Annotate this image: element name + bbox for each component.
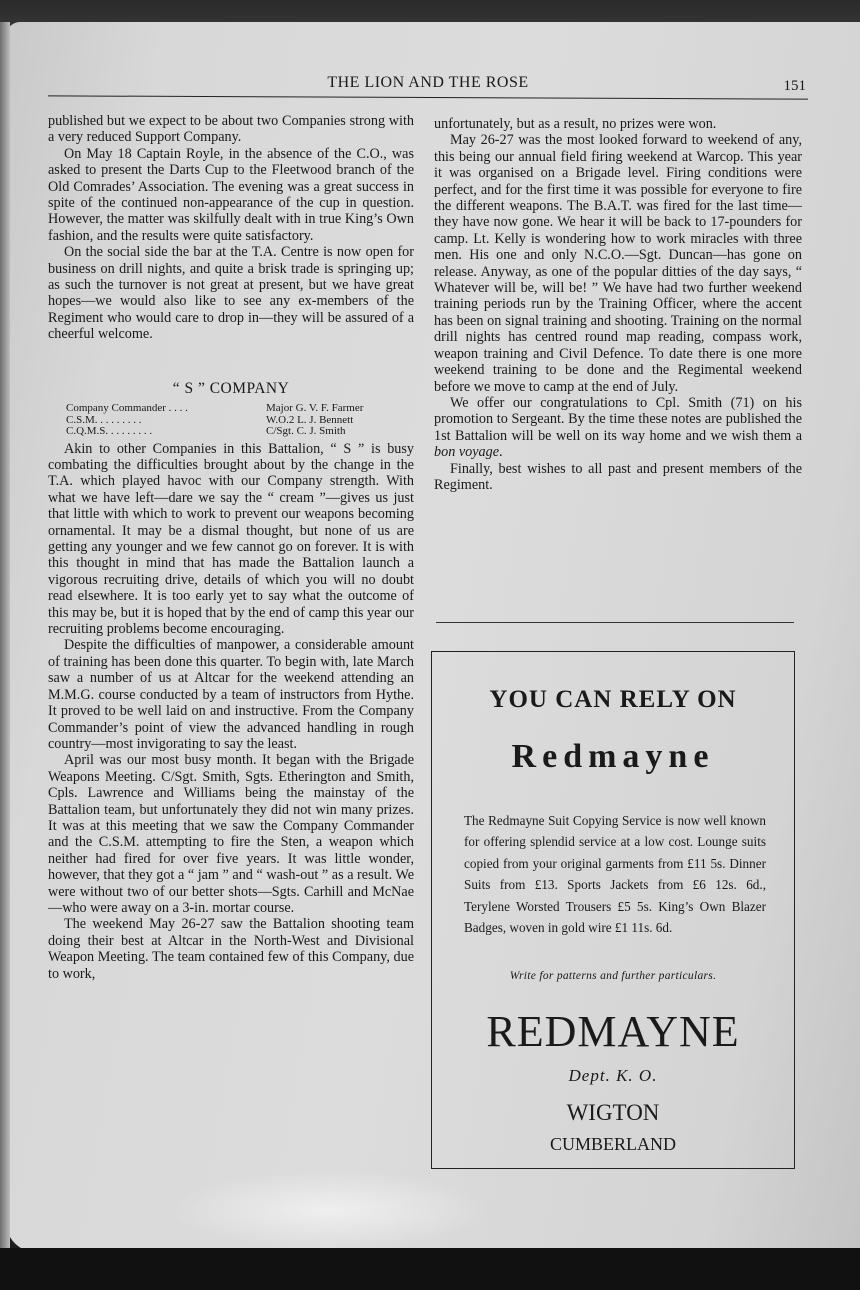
- ad-county: CUMBERLAND: [549, 1134, 676, 1154]
- ad-call-to-action: Write for patterns and further particulars.: [509, 970, 717, 982]
- paragraph: Despite the difficulties of manpower, a considerable amount of training has been done this quarter. To begin with, late March saw a number of us at Altcar for the weekend attending an M.M.G. course conducted by a team of instructors from Hythe. It proved to be well laid on and instructive. From the Company Commander’s point of view the advanced handling in rough country—most invigorating to say the least.: [48, 637, 414, 752]
- ad-body: The Redmayne Suit Copying Service is now well known for offering splendid service at a low cost. Lounge suits copied from your original garments from £11 5s. Dinner Suits from £13. Sports Jackets from £6 12s. 6d., Terylene Worsted Trousers £5 5s. King’s Own Blazer Badges, woven in gold wire £1 11s. 6d.: [464, 813, 766, 936]
- paragraph-text: We offer our congratulations to Cpl. Smith (71) on his promotion to Sergeant. By the time these notes are published the 1st Battalion will be well on its way home and we wish them a: [434, 394, 802, 444]
- page-number: 151: [783, 78, 806, 94]
- running-header: [48, 74, 808, 96]
- roster-name: Major G. V. F. Farmer: [266, 402, 364, 415]
- section-divider: [436, 622, 794, 623]
- roster-role: C.S.M. . . . . . . . .: [66, 413, 142, 426]
- roster-role: Company Commander . . . .: [66, 402, 188, 415]
- italic-phrase: bon voyage: [434, 444, 500, 461]
- paragraph: On May 18 Captain Royle, in the absence of the C.O., was asked to present the Darts Cup to the Fleetwood branch of the Old Comrades’ Association. The evening was a great success in spite of the continued non-appearance of the cup in question. However, the matter was skilfully dealt with in true King’s Own fashion, and the results were quite satisfactory.: [48, 145, 414, 244]
- paragraph: The weekend May 26-27 saw the Battalion shooting team doing their best at Altcar in the North-West and Divisional Weapon Meeting. The team contained few of this Company, due to work,: [48, 916, 414, 982]
- paragraph: [434, 395, 802, 461]
- roster-name: C/Sgt. C. J. Smith: [266, 425, 346, 438]
- ad-department: Dept. K. O.: [568, 1066, 658, 1085]
- section-heading: “ S ” COMPANY: [172, 379, 290, 397]
- roster-role: C.Q.M.S. . . . . . . . .: [66, 425, 153, 438]
- ad-town: WIGTON: [566, 1100, 660, 1125]
- paragraph: unfortunately, but as a result, no prizes were won.: [434, 116, 717, 132]
- redmayne-advertisement: [431, 651, 795, 1169]
- paragraph: Akin to other Companies in this Battalion, “ S ” is busy combating the difficulties brought about by the change in the T.A. which played havoc with our Company strength. With what we have left—dare we say the “ cream ”—gives us just that little with which to work to prevent our weapons becoming ornamental. It may be a dismal thought, but none of us are getting any younger and we few cannot go on forever. It is with this thought in mind that has made the Battalion launch a vigorous recruiting drive, details of which you will no doubt read elsewhere. It is too early yet to say what the outcome of this may be, but it is hoped that by the end of camp this year our recruiting problems become encouraging.: [48, 440, 414, 638]
- left-column: [48, 113, 414, 982]
- paragraph-text: .: [499, 444, 503, 461]
- paragraph: Finally, best wishes to all past and present members of the Regiment.: [434, 460, 802, 493]
- paragraph: April was our most busy month. It began with the Brigade Weapons Meeting. C/Sgt. Smith, Sgts. Etherington and Smith, Cpls. Lawrence and Williams being the mainstay of the Battalion team, but unfortunately they did not win many prizes. It was at this meeting that we saw the Company Commander and the C.S.M. attempting to fire the Sten, a weapon which neither had fired for over five years. It was little wonder, however, that they got a “ jam ” and “ wash-out ” as a result. We were without two of our better shots—Sgts. Carhill and McNae—who were away on a 3-in. mortar course.: [48, 752, 414, 916]
- page-binding-edge: [0, 22, 10, 1252]
- photo-glare: [170, 1170, 490, 1250]
- paragraph: published but we expect to be about two Companies strong with a very reduced Support Company.: [48, 113, 414, 146]
- running-title: THE LION AND THE ROSE: [327, 74, 529, 91]
- roster-row: [66, 403, 414, 415]
- paragraph: May 26-27 was the most looked forward to weekend of any, this being our annual field firing weekend at Warcop. This year it was organised on a Brigade level. Firing conditions were perfect, and for the first time it was possible for everyone to fire the different weapons. The B.A.T. was fired for the last time—they have now gone. We hear it will be back to 17-pounders for camp. Lt. Kelly is wondering how to work miracles with three men. His one and only N.C.O.—Sgt. Duncan—has gone on release. Anyway, as one of the popular ditties of the day says, “ Whatever will be, will be! ” We have had two further weekend training periods run by the Training Officer, where the accent has been on signal training and shooting. Training on the normal drill nights has centred round map reading, compass work, weapon training and Civil Defence. To date there is one more weekend training to be done and the Regimental weekend before we move to camp at the end of July.: [434, 132, 802, 395]
- roster-row: [66, 426, 414, 438]
- officer-roster: [66, 403, 414, 438]
- ad-company-name: REDMAYNE: [486, 1007, 740, 1056]
- right-column: [434, 116, 802, 493]
- ad-brand: Redmayne: [511, 738, 715, 775]
- ad-headline: YOU CAN RELY ON: [489, 686, 737, 713]
- roster-name: W.O.2 L. J. Bennett: [266, 413, 354, 426]
- paragraph: On the social side the bar at the T.A. Centre is now open for business on drill nights, and quite a brisk trade is springing up; as such the turnover is not great at present, but we have great hopes—we would also like to see any ex-members of the Regiment who would care to drop in—they will be assured of a cheerful welcome.: [48, 244, 414, 343]
- background-bottom: [0, 1248, 860, 1290]
